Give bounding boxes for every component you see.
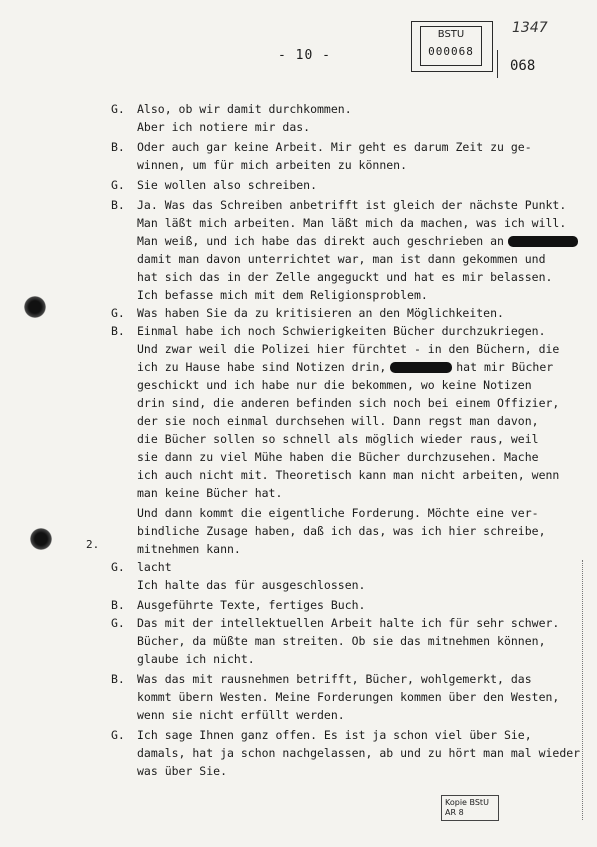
line-text: ich auch nicht mit. Theoretisch kann man nicht arbeiten, wenn xyxy=(137,468,560,482)
line-text: bindliche Zusage haben, daß ich das, was ich hier schreibe, xyxy=(137,524,546,538)
line-text: lacht xyxy=(137,560,172,574)
transcript-line xyxy=(137,672,532,686)
line-text: glaube ich nicht. xyxy=(137,652,255,666)
transcript-line xyxy=(137,102,352,116)
transcript-line xyxy=(137,270,552,284)
punch-hole-icon xyxy=(30,528,52,550)
margin-bracket xyxy=(497,50,498,78)
line-text-tail: hat mir Bücher xyxy=(456,360,554,374)
speaker-label: G. xyxy=(111,560,125,574)
transcript-line xyxy=(137,764,227,778)
speaker-label: G. xyxy=(111,306,125,320)
line-text: Ich befasse mich mit dem Religionsproblem. xyxy=(137,288,428,302)
line-text: Oder auch gar keine Arbeit. Mir geht es darum Zeit zu ge- xyxy=(137,140,532,154)
archive-stamp-inner xyxy=(420,26,482,66)
transcript-line xyxy=(137,178,317,192)
speaker-label: G. xyxy=(111,616,125,630)
transcript-line xyxy=(137,432,539,446)
transcript-line xyxy=(137,524,546,538)
transcript-line xyxy=(137,198,566,212)
transcript-line xyxy=(137,216,566,230)
copy-stamp-line2: AR 8 xyxy=(445,808,464,817)
transcript-line xyxy=(137,468,559,482)
line-text: Aber ich notiere mir das. xyxy=(137,120,311,134)
line-text: Und zwar weil die Polizei hier fürchtet - in den Büchern, die xyxy=(137,342,560,356)
transcript-line xyxy=(137,652,255,666)
transcript-line xyxy=(137,690,559,704)
line-text: sie dann zu viel Mühe haben die Bücher durchzusehen. Mache xyxy=(137,450,539,464)
transcript-line xyxy=(137,140,532,154)
line-text: kommt übern Westen. Meine Forderungen kommen über den Westen, xyxy=(137,690,560,704)
speaker-label: B. xyxy=(111,672,125,686)
transcript-line xyxy=(137,120,310,134)
transcript-line xyxy=(137,414,539,428)
speaker-label: G. xyxy=(111,102,125,116)
transcript-line xyxy=(137,728,532,742)
line-text: Also, ob wir damit durchkommen. xyxy=(137,102,352,116)
line-text: damit man davon unterrichtet war, man ist dann gekommen und xyxy=(137,252,546,266)
redaction-bar xyxy=(508,236,578,247)
handwritten-number: 1347 xyxy=(512,20,548,36)
line-text: Ja. Was das Schreiben anbetrifft ist gleich der nächste Punkt. xyxy=(137,198,567,212)
line-text: Das mit der intellektuellen Arbeit halte ich für sehr schwer. xyxy=(137,616,560,630)
line-text: hat sich das in der Zelle angeguckt und hat es mir belassen. xyxy=(137,270,553,284)
transcript-line xyxy=(137,324,546,338)
copy-stamp xyxy=(441,795,499,821)
page-code: 068 xyxy=(510,58,536,74)
line-text: ich zu Hause habe sind Notizen drin, xyxy=(137,360,387,374)
line-text: man keine Bücher hat. xyxy=(137,486,283,500)
edge-marks xyxy=(582,560,585,820)
line-text: die Bücher sollen so schnell als möglich wieder raus, weil xyxy=(137,432,539,446)
transcript-line xyxy=(137,450,539,464)
transcript-line xyxy=(137,746,580,760)
line-text: wenn sie nicht erfüllt werden. xyxy=(137,708,345,722)
transcript-line xyxy=(137,616,559,630)
speaker-label: G. xyxy=(111,178,125,192)
line-text: Man weiß, und ich habe das direkt auch geschrieben an xyxy=(137,234,504,248)
copy-stamp-line1: Kopie BStU xyxy=(445,798,489,807)
transcript-line xyxy=(137,486,282,500)
line-text: mitnehmen kann. xyxy=(137,542,241,556)
line-text: Was haben Sie da zu kritisieren an den Möglichkeiten. xyxy=(137,306,504,320)
redaction-bar xyxy=(390,362,452,373)
transcript-line xyxy=(137,360,553,374)
line-text: Bücher, da müßte man streiten. Ob sie das mitnehmen können, xyxy=(137,634,546,648)
speaker-label: B. xyxy=(111,324,125,338)
line-text: Sie wollen also schreiben. xyxy=(137,178,318,192)
transcript-line xyxy=(137,560,172,574)
stamp-org: BSTU xyxy=(437,29,465,40)
line-text: Ich sage Ihnen ganz offen. Es ist ja schon viel über Sie, xyxy=(137,728,532,742)
transcript-line xyxy=(137,708,345,722)
transcript-line xyxy=(137,252,546,266)
speaker-label: B. xyxy=(111,598,125,612)
line-text: Ausgeführte Texte, fertiges Buch. xyxy=(137,598,366,612)
line-text: Was das mit rausnehmen betrifft, Bücher, wohlgemerkt, das xyxy=(137,672,532,686)
line-text: winnen, um für mich arbeiten zu können. xyxy=(137,158,408,172)
transcript-line xyxy=(137,306,504,320)
transcript-line xyxy=(137,342,559,356)
line-text: drin sind, die anderen befinden sich noch bei einem Offizier, xyxy=(137,396,560,410)
line-text: Einmal habe ich noch Schwierigkeiten Bücher durchzukriegen. xyxy=(137,324,546,338)
archive-stamp xyxy=(411,21,493,72)
line-text: der sie noch einmal durchsehen will. Dann regst man davon, xyxy=(137,414,539,428)
line-text: Ich halte das für ausgeschlossen. xyxy=(137,578,366,592)
transcript-line xyxy=(137,598,365,612)
punch-hole-icon xyxy=(24,296,46,318)
transcript-line xyxy=(137,288,428,302)
margin-mark: 2. xyxy=(86,538,100,551)
speaker-label: B. xyxy=(111,140,125,154)
stamp-number: 000068 xyxy=(428,45,474,58)
transcript-line xyxy=(137,634,546,648)
page-number: - 10 - xyxy=(278,48,331,63)
transcript-line xyxy=(137,506,539,520)
line-text: was über Sie. xyxy=(137,764,228,778)
transcript-line xyxy=(137,578,365,592)
line-text: geschickt und ich habe nur die bekommen, wo keine Notizen xyxy=(137,378,532,392)
transcript-line xyxy=(137,234,582,248)
speaker-label: B. xyxy=(111,198,125,212)
line-text: damals, hat ja schon nachgelassen, ab und zu hört man mal wieder xyxy=(137,746,581,760)
transcript-line xyxy=(137,542,241,556)
transcript-line xyxy=(137,158,407,172)
transcript-line xyxy=(137,378,532,392)
transcript-line xyxy=(137,396,559,410)
line-text: Und dann kommt die eigentliche Forderung. Möchte eine ver- xyxy=(137,506,539,520)
line-text: Man läßt mich arbeiten. Man läßt mich da machen, was ich will. xyxy=(137,216,567,230)
speaker-label: G. xyxy=(111,728,125,742)
